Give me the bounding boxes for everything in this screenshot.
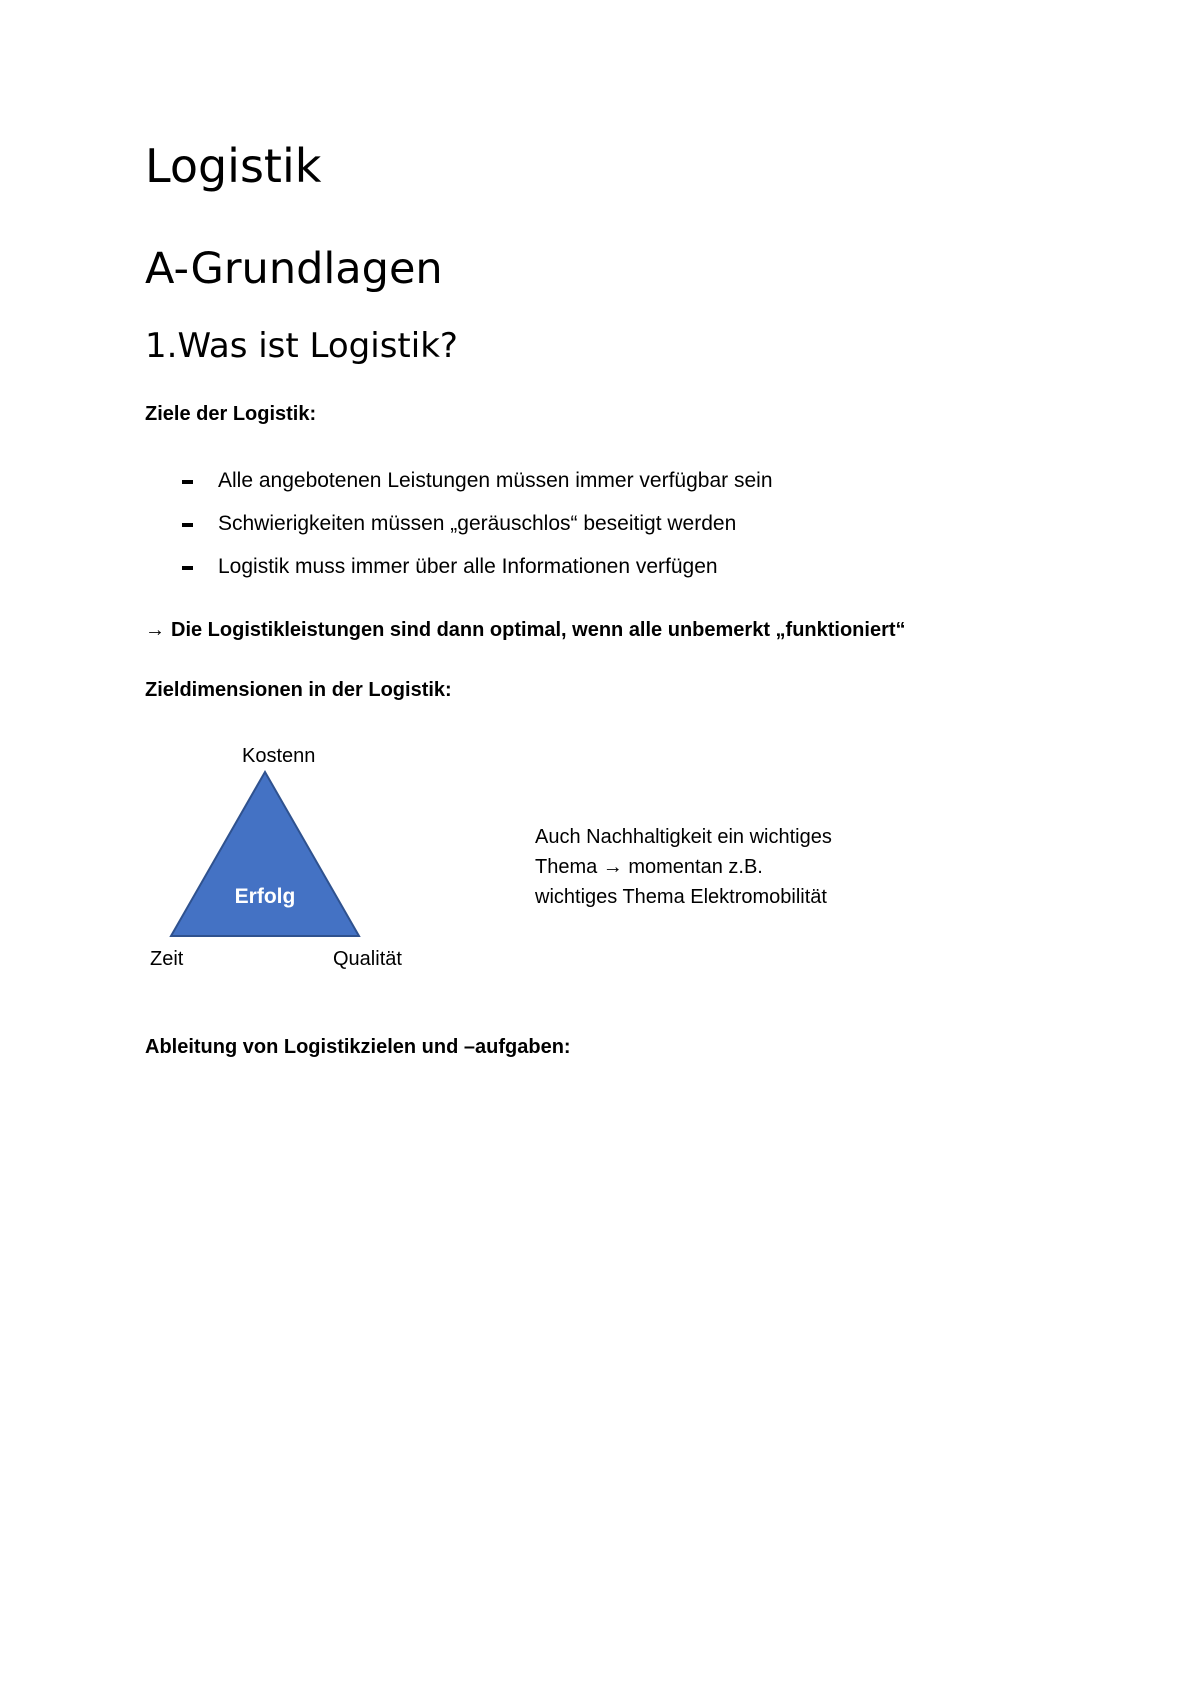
triangle-shape xyxy=(171,772,359,936)
goal-dimensions-triangle-diagram xyxy=(140,740,460,980)
triangle-right-label: Qualität xyxy=(333,948,402,970)
dash-bullet-icon xyxy=(182,566,193,570)
list-item-text: Schwierigkeiten müssen „geräuschlos“ beseitigt werden xyxy=(218,512,737,535)
dash-bullet-icon xyxy=(182,480,193,484)
list-item-text: Alle angebotenen Leistungen müssen immer verfügbar sein xyxy=(218,469,773,492)
note-line-2: Thema → momentan z.B. xyxy=(535,856,763,878)
list-item-text: Logistik muss immer über alle Informationen verfügen xyxy=(218,555,718,578)
note-line-3: wichtiges Thema Elektromobilität xyxy=(535,886,827,908)
document-title: Logistik xyxy=(145,139,322,193)
triangle-left-label: Zeit xyxy=(150,948,184,970)
goals-heading: Ziele der Logistik: xyxy=(145,403,317,425)
triangle-top-label: Kostenn xyxy=(242,745,316,767)
conclusion-text: Die Logistikleistungen sind dann optimal, wenn alle unbemerkt „funktioniert“ xyxy=(171,619,906,641)
dash-bullet-icon xyxy=(182,523,193,527)
note-line-1: Auch Nachhaltigkeit ein wichtiges xyxy=(535,826,832,848)
conclusion-line xyxy=(145,617,906,643)
subsection-heading: 1.Was ist Logistik? xyxy=(145,326,458,366)
dimensions-heading: Zieldimensionen in der Logistik: xyxy=(145,679,452,701)
section-heading: A-Grundlagen xyxy=(145,244,443,294)
triangle-svg xyxy=(140,740,460,980)
arrow-right-icon: → xyxy=(145,619,165,641)
sustainability-note xyxy=(535,822,955,912)
triangle-center-label: Erfolg xyxy=(234,885,296,908)
derivation-heading: Ableitung von Logistikzielen und –aufgaben: xyxy=(145,1036,571,1058)
